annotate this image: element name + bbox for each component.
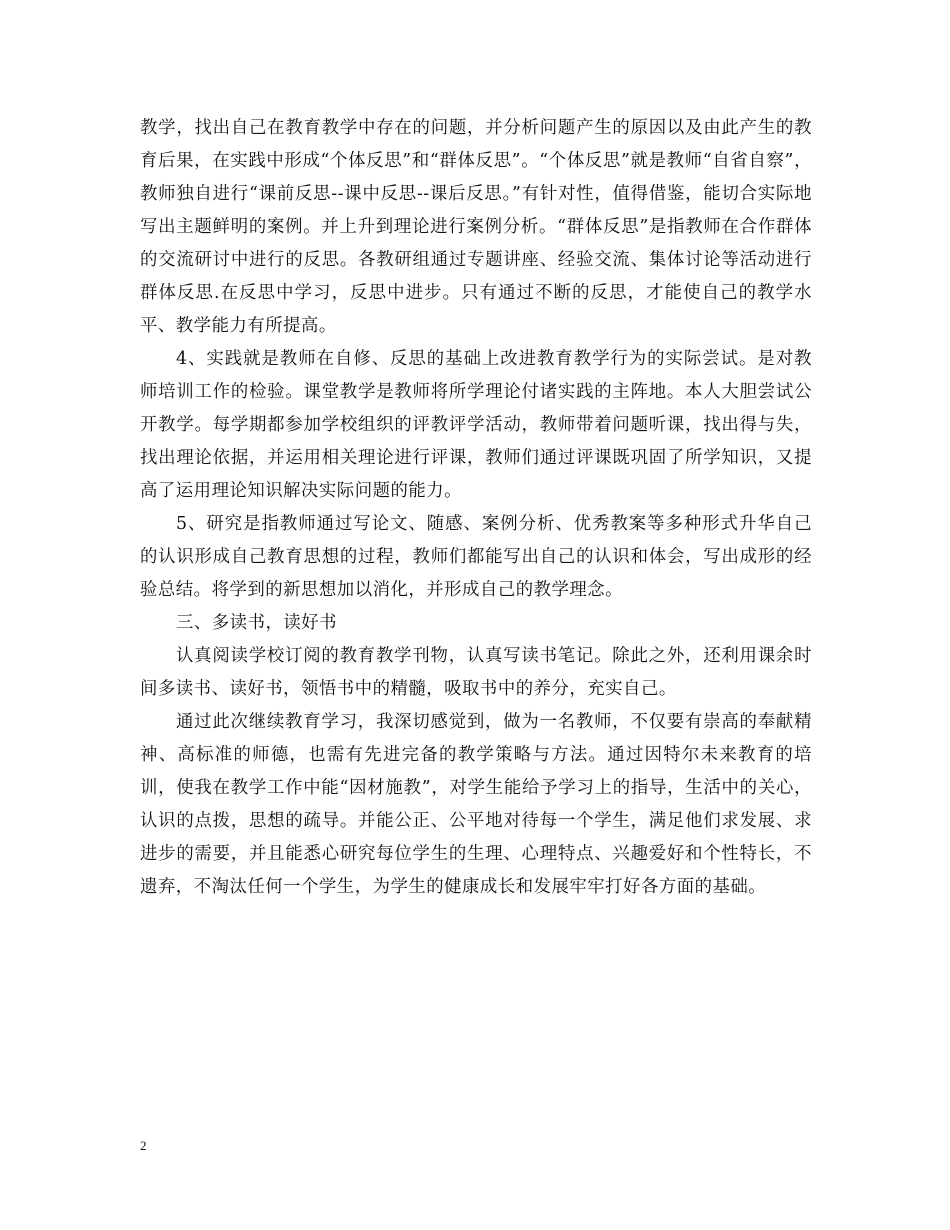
paragraph-continued: 教学，找出自己在教育教学中存在的问题，并分析问题产生的原因以及由此产生的教育后果，在实践中形成“个体反思”和“群体反思”。“个体反思”就是教师“自省自察”，教师独自进行“课前反思--课中反思--课后反思。”有针对性，值得借鉴，能切合实际地写出主题鲜明的案例。并上升到理论进行案例分析。“群体反思”是指教师在合作群体的交流研讨中进行的反思。各教研组通过专题讲座、经验交流、集体讨论等活动进行群体反思.在反思中学习，反思中进步。只有通过不断的反思，才能使自己的教学水平、教学能力有所提高。 <box>140 118 812 336</box>
document-body <box>140 112 812 904</box>
paragraph-conclusion: 通过此次继续教育学习，我深切感觉到，做为一名教师，不仅要有崇高的奉献精神、高标准的师德，也需有先进完备的教学策略与方法。通过因特尔未来教育的培训，使我在教学工作中能“因材施教”，对学生能给予学习上的指导，生活中的关心，认识的点拨，思想的疏导。并能公正、公平地对待每一个学生，满足他们求发展、求进步的需要，并且能悉心研究每位学生的生理、心理特点、兴趣爱好和个性特长，不遗弃，不淘汰任何一个学生，为学生的健康成长和发展牢牢打好各方面的基础。 <box>140 712 812 897</box>
paragraph-research: 5、研究是指教师通过写论文、随感、案例分析、优秀教案等多种形式升华自己的认识形成自己教育思想的过程，教师们都能写出自己的认识和体会，写出成形的经验总结。将学到的新思想加以消化，并形成自己的教学理念。 <box>140 514 812 600</box>
page-number: 2 <box>140 1138 147 1153</box>
paragraph-practice: 4、实践就是教师在自修、反思的基础上改进教育教学行为的实际尝试。是对教师培训工作的检验。课堂教学是教师将所学理论付诸实践的主阵地。本人大胆尝试公开教学。每学期都参加学校组织的评教评学活动，教师带着问题听课，找出得与失，找出理论依据，并运用相关理论进行评课，教师们通过评课既巩固了所学知识，又提高了运用理论知识解决实际问题的能力。 <box>140 349 812 501</box>
section-heading-reading: 三、多读书，读好书 <box>176 613 338 633</box>
paragraph-reading: 认真阅读学校订阅的教育教学刊物，认真写读书笔记。除此之外，还利用课余时间多读书、读好书，领悟书中的精髓，吸取书中的养分，充实自己。 <box>140 646 812 699</box>
